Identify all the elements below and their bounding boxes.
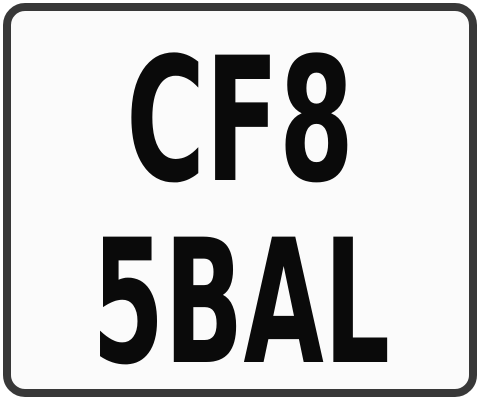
plate-line-2: 5BAL xyxy=(92,202,390,400)
plate-line-1: CF8 xyxy=(126,20,354,221)
